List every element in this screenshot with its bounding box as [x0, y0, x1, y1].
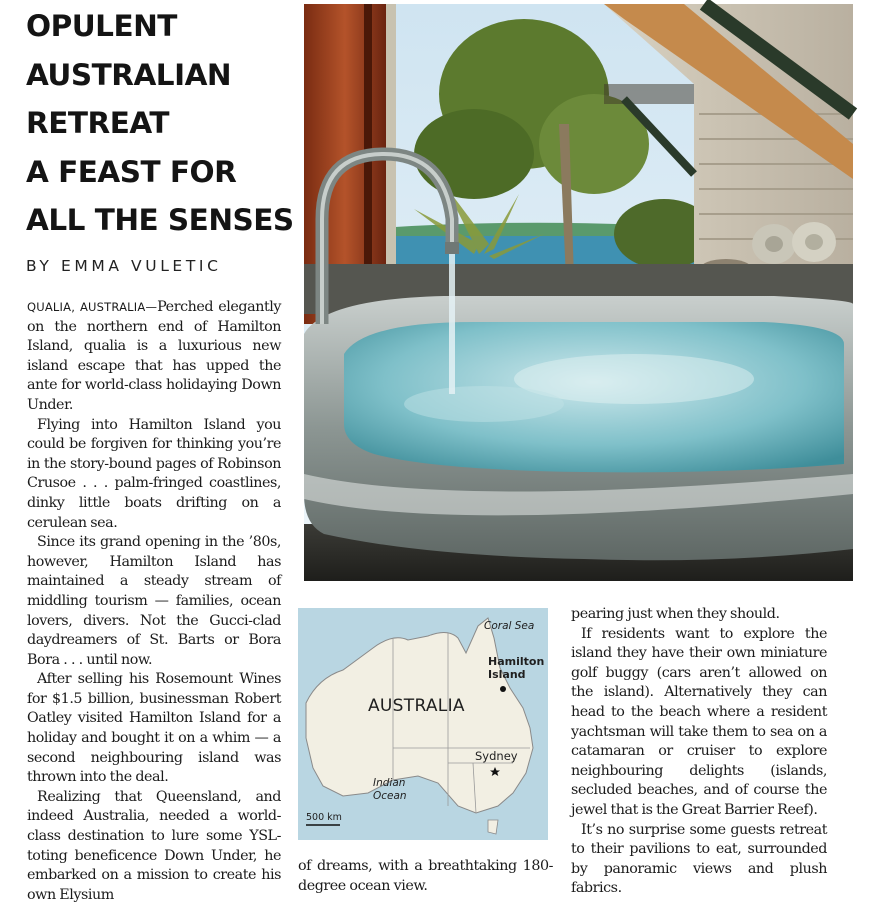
scale-label: 500 km	[306, 812, 342, 823]
australia-label: AUSTRALIA	[368, 696, 465, 716]
bathtub-photo	[304, 4, 853, 581]
hamilton-island-label: Hamilton Island	[488, 655, 545, 681]
paragraph: If residents want to explore the island they have their own miniature golf buggy (cars aren’t allowed on the island). Alternatively they can head to the beach where a resident yachtsman will take them to sea on a catamaran or cruiser to explore neighbouring delights (islands, secluded beaches, and of course the jewel that is the Great Barrier Reef).	[571, 625, 827, 818]
paragraph: Flying into Hamilton Island you could be forgiven for thinking you’re in the story-bound pages of Robinson Crusoe . . . palm-fringed coastlines, dinky little boats drifting on a cerulean sea.	[27, 416, 281, 531]
headline	[26, 2, 296, 245]
indian-ocean-label: Indian Ocean	[373, 777, 407, 802]
article-column-2	[298, 857, 553, 894]
australia-map	[298, 608, 548, 840]
sydney-label: Sydney	[475, 749, 518, 763]
headline-line-2: AUSTRALIAN	[26, 57, 232, 92]
paragraph: It’s no surprise some guests retreat to their pavilions to eat, surrounded by panoramic views and plush fabrics.	[571, 821, 827, 897]
paragraph: Realizing that Queensland, and indeed Australia, needed a world-class destination to lure some YSL-toting beneficence Down Under, he embarked on a mission to create his own Elysium	[27, 788, 281, 903]
bathtub-icon	[304, 296, 853, 560]
paragraph: pearing just when they should.	[571, 606, 780, 622]
article-column-1	[27, 298, 281, 903]
dateline: QUALIA, AUSTRALIA—	[27, 300, 158, 314]
paragraph: Since its grand opening in the ’80s, however, Hamilton Island has maintained a steady stream of middling tourism — families, ocean lovers, divers. Not the Gucci-clad daydreamers of St. Barts or Bora Bora . . . until now.	[27, 534, 281, 668]
headline-line-3: RETREAT	[26, 106, 170, 140]
paragraph: of dreams, with a breathtaking 180-degree ocean view.	[298, 858, 553, 894]
headline-line-1: OPULENT	[26, 9, 177, 43]
article-column-3	[571, 605, 827, 897]
headline-line-4: A FEAST FOR	[26, 154, 237, 189]
paragraph: After selling his Rosemount Wines for $1.5 billion, businessman Robert Oatley visited Hamilton Island for a holiday and bought it on a whim — a second neighbouring island was thrown into the deal.	[27, 671, 281, 786]
paragraph: QUALIA, AUSTRALIA—Perched elegantly on the northern end of Hamilton Island, qualia is a luxurious new island escape that has upped the ante for world-class holidaying Down Under.	[27, 299, 281, 413]
bathtub-photo-illustration	[304, 4, 853, 581]
hamilton-island-marker	[500, 686, 506, 692]
coral-sea-label: Coral Sea	[484, 620, 535, 632]
headline-line-5: ALL THE SENSES	[26, 203, 294, 237]
byline: BY EMMA VULETIC	[26, 257, 222, 275]
australia-map-shape	[298, 608, 548, 840]
